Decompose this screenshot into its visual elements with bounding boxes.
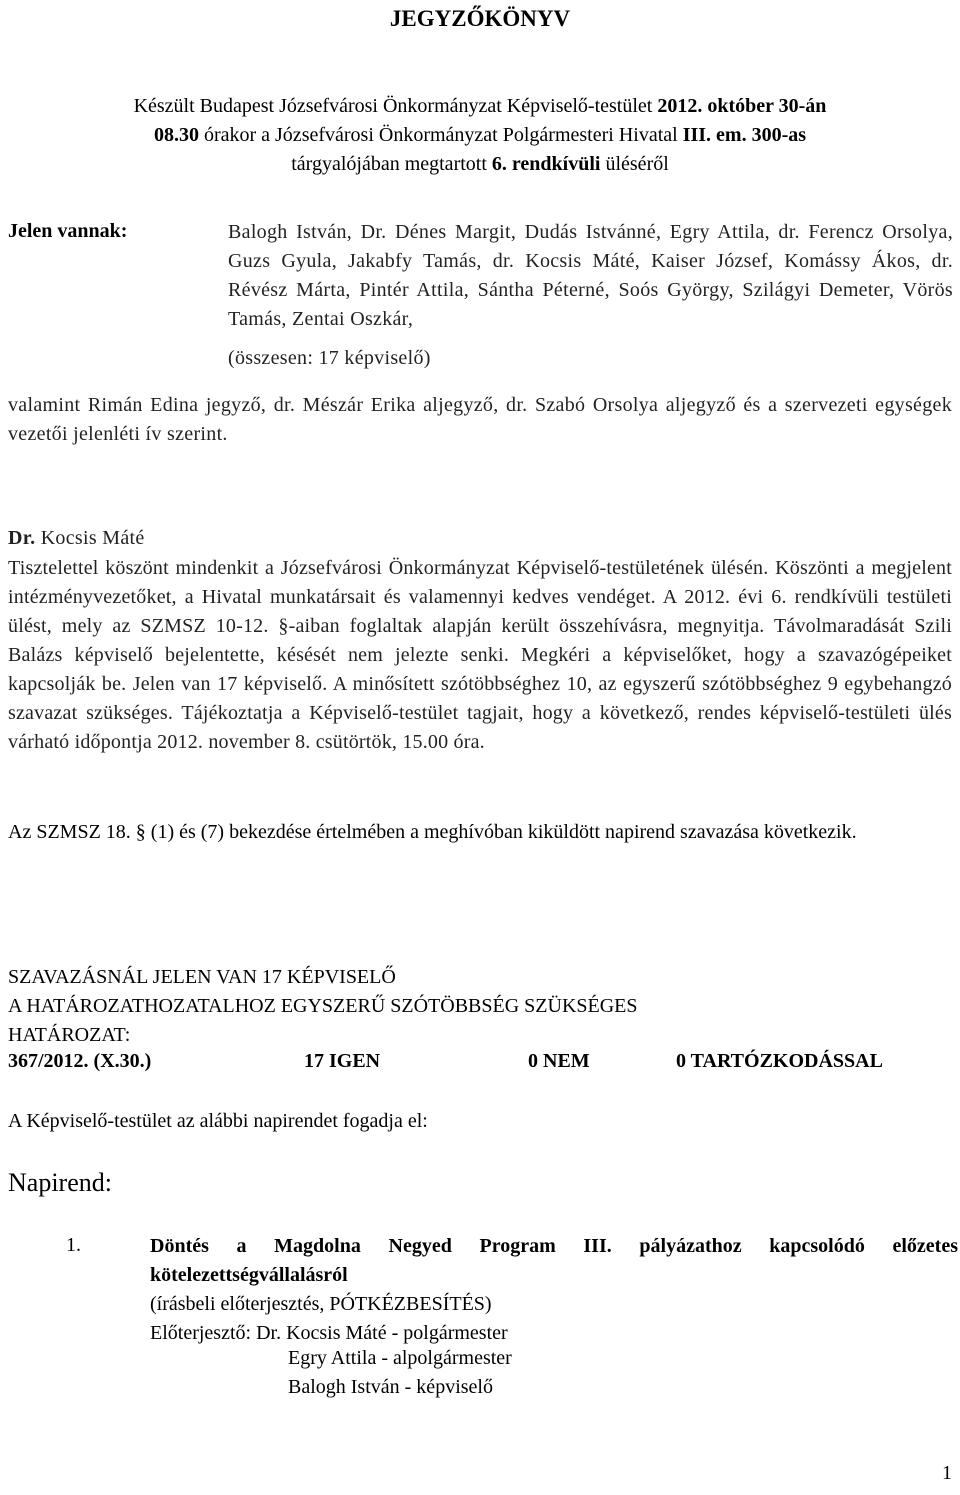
present-members: Balogh István, Dr. Dénes Margit, Dudás Istvánné, Egry Attila, dr. Ferencz Orsolya, Guzs Gyula, Jakabfy Tamás, dr. Kocsis Máté, Kaiser József, Komássy Ákos, dr. Révész Márta, Pintér Attila, Sántha Péterné, Soós György, Szilágyi Demeter, Vörös Tamás, Zentai Oszkár, xyxy=(228,221,953,330)
intro-text-4: üléséről xyxy=(600,153,669,175)
vote-abstain: 0 TARTÓZKODÁSSAL xyxy=(676,1050,883,1072)
agenda-item-title: Döntés a Magdolna Negyed Program III. pályázathoz kapcsolódó előzetes kötelezettségvállalásról xyxy=(150,1235,958,1286)
intro-text-3: tárgyalójában megtartott xyxy=(291,153,492,175)
agenda-item-note: (írásbeli előterjesztés, PÓTKÉZBESÍTÉS) xyxy=(150,1293,492,1315)
speaker-name xyxy=(8,527,145,550)
vote-present-line: SZAVAZÁSNÁL JELEN VAN 17 KÉPVISELŐ xyxy=(8,966,396,988)
szmsz-note: Az SZMSZ 18. § (1) és (7) bekezdése értelmében a meghívóban kiküldött napirend szavazása következik. xyxy=(8,821,857,843)
vote-yes: 17 IGEN xyxy=(304,1050,381,1072)
presenter-3: Balogh István - képviselő xyxy=(288,1376,493,1398)
presenter-1: Dr. Kocsis Máté - polgármester xyxy=(256,1322,508,1344)
intro-session: 6. rendkívüli xyxy=(491,153,601,175)
speaker-surname: Kocsis Máté xyxy=(35,527,145,549)
intro-room: III. em. 300-as xyxy=(682,124,807,146)
intro-text-2: órakor a Józsefvárosi Önkormányzat Polgármesteri Hivatal xyxy=(198,124,683,146)
agenda-item xyxy=(150,1232,958,1348)
vote-majority-line: A HATÁROZATHOZATALHOZ EGYSZERŰ SZÓTÖBBSÉG SZÜKSÉGES xyxy=(8,995,638,1017)
present-label: Jelen vannak: xyxy=(8,220,128,242)
intro-date: 2012. október 30-án 08.30 xyxy=(153,95,827,146)
agenda-heading: Napirend: xyxy=(8,1168,112,1197)
present-total: (összesen: 17 képviselő) xyxy=(228,347,431,369)
agenda-item-number: 1. xyxy=(66,1234,81,1256)
resolution-number: 367/2012. (X.30.) xyxy=(8,1050,152,1072)
document-title: JEGYZŐKÖNYV xyxy=(389,6,571,31)
vote-resolution-label: HATÁROZAT: xyxy=(8,1024,131,1046)
acceptance-line: A Képviselő-testület az alábbi napirendet fogadja el: xyxy=(8,1110,428,1132)
page-number: 1 xyxy=(942,1462,952,1484)
agenda-item-presenter-line xyxy=(150,1319,958,1348)
presenter-2: Egry Attila - alpolgármester xyxy=(288,1347,512,1369)
presenter-label: Előterjesztő: xyxy=(150,1322,252,1344)
intro-paragraph xyxy=(120,92,840,179)
speaker-prefix: Dr. xyxy=(8,527,36,549)
intro-text-1: Készült Budapest Józsefvárosi Önkormányzat Képviselő-testület xyxy=(133,95,658,117)
present-also: valamint Rimán Edina jegyző, dr. Mészár Erika aljegyző, dr. Szabó Orsolya aljegyző és a szervezeti egységek vezetői jelenléti ív szerint. xyxy=(8,394,952,445)
vote-block xyxy=(8,963,638,1050)
speech-paragraph: Tisztelettel köszönt mindenkit a Józsefvárosi Önkormányzat Képviselő-testületének ülésén. Köszönti a megjelent intézményvezetőket, a Hivatal munkatársait és valamennyi kedves vendéget. A 2012. évi 6. rendkívüli testületi ülést, mely az SZMSZ 10-12. §-aiban foglaltak alapján került összehívásra, megnyitja. Távolmaradását Szili Balázs képviselő bejelentette, késését nem jelezte senki. Megkéri a képviselőket, hogy a szavazógépeiket kapcsolják be. Jelen van 17 képviselő. A minősített szótöbbséghez 10, az egyszerű szótöbbséghez 9 egybehangzó szavazat szükséges. Tájékoztatja a Képviselő-testület tagjait, hogy a következő, rendes képviselő-testületi ülés várható időpontja 2012. november 8. csütörtök, 15.00 óra. xyxy=(8,557,952,753)
vote-no: 0 NEM xyxy=(528,1050,590,1072)
